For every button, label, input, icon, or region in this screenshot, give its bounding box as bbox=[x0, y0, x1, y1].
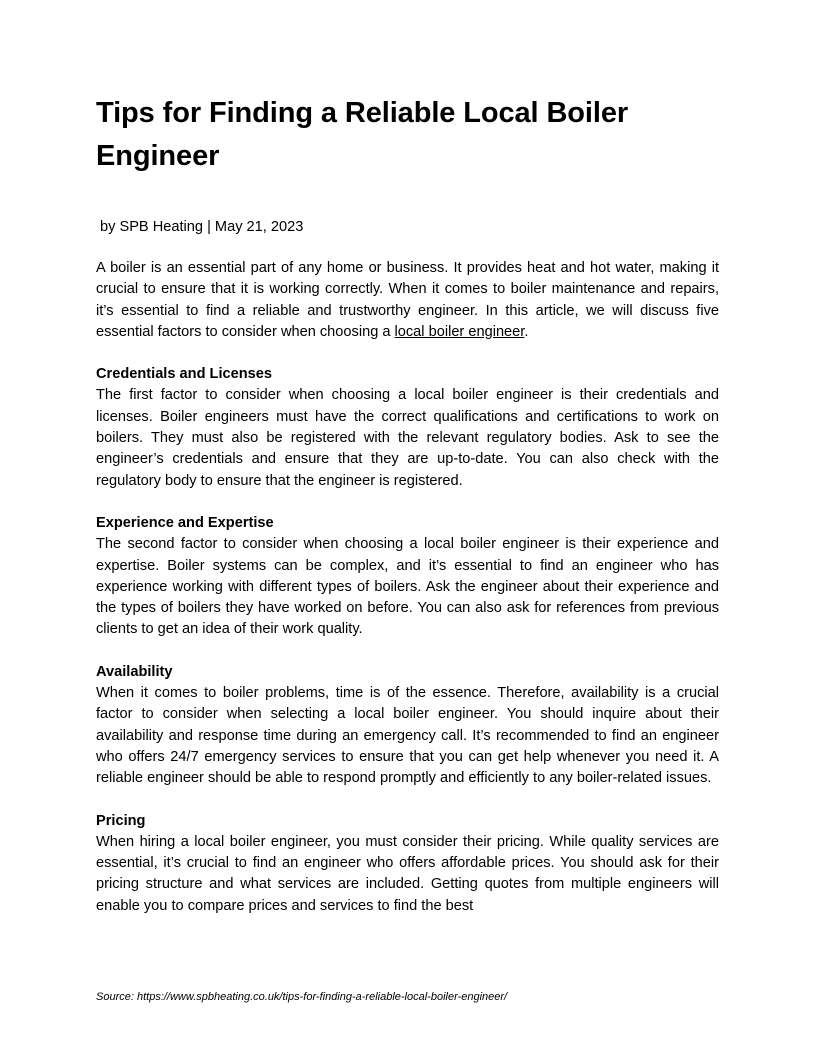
section-pricing bbox=[96, 811, 719, 917]
source-footer: Source: https://www.spbheating.co.uk/tips-for-finding-a-reliable-local-boiler-engineer/ bbox=[96, 991, 508, 1003]
intro-text: A boiler is an essential part of any home or business. It provides heat and hot water, making it crucial to ensure that it is working correctly. When it comes to boiler maintenance and repairs, it’s essential to find a reliable and trustworthy engineer. In this article, we will discuss five essential factors to consider when choosing a bbox=[96, 260, 719, 340]
article-title: Tips for Finding a Reliable Local Boiler Engineer bbox=[96, 97, 629, 172]
section-heading: Availability bbox=[96, 663, 173, 680]
section-heading: Pricing bbox=[96, 812, 146, 829]
section-heading: Experience and Expertise bbox=[96, 514, 274, 531]
intro-paragraph bbox=[96, 258, 719, 343]
section-heading: Credentials and Licenses bbox=[96, 366, 273, 383]
local-boiler-engineer-link[interactable]: local boiler engineer bbox=[394, 323, 525, 340]
section-availability bbox=[96, 662, 719, 790]
section-experience bbox=[96, 513, 719, 641]
article-byline: by SPB Heating | May 21, 2023 bbox=[100, 219, 304, 235]
section-body: When it comes to boiler problems, time is of the essence. Therefore, availability is a crucial factor to consider when selecting a local boiler engineer. You should inquire about their availability and response time during an emergency call. It’s recommended to find an engineer who offers 24/7 emergency services to ensure that you can get help whenever you need it. A reliable engineer should be able to respond promptly and efficiently to any boiler-related issues. bbox=[96, 685, 719, 787]
section-body: The second factor to consider when choosing a local boiler engineer is their experience and expertise. Boiler systems can be complex, and it’s essential to find an engineer who has experience working with different types of boilers. Ask the engineer about their experience and the types of boilers they have worked on before. You can also ask for references from previous clients to get an idea of their work quality. bbox=[96, 536, 719, 638]
intro-end: . bbox=[524, 323, 529, 340]
section-body: The first factor to consider when choosing a local boiler engineer is their credentials and licenses. Boiler engineers must have the correct qualifications and certifications to work on boilers. They must also be registered with the relevant regulatory bodies. Ask to see the engineer’s credentials and ensure that they are up-to-date. You can also check with the regulatory body to ensure that the engineer is registered. bbox=[96, 387, 719, 489]
section-credentials bbox=[96, 364, 719, 492]
section-body: When hiring a local boiler engineer, you must consider their pricing. While quality services are essential, it’s crucial to find an engineer who offers affordable prices. You should ask for their pricing structure and what services are included. Getting quotes from multiple engineers will enable you to compare prices and services to find the best bbox=[96, 833, 719, 914]
article bbox=[96, 92, 719, 917]
